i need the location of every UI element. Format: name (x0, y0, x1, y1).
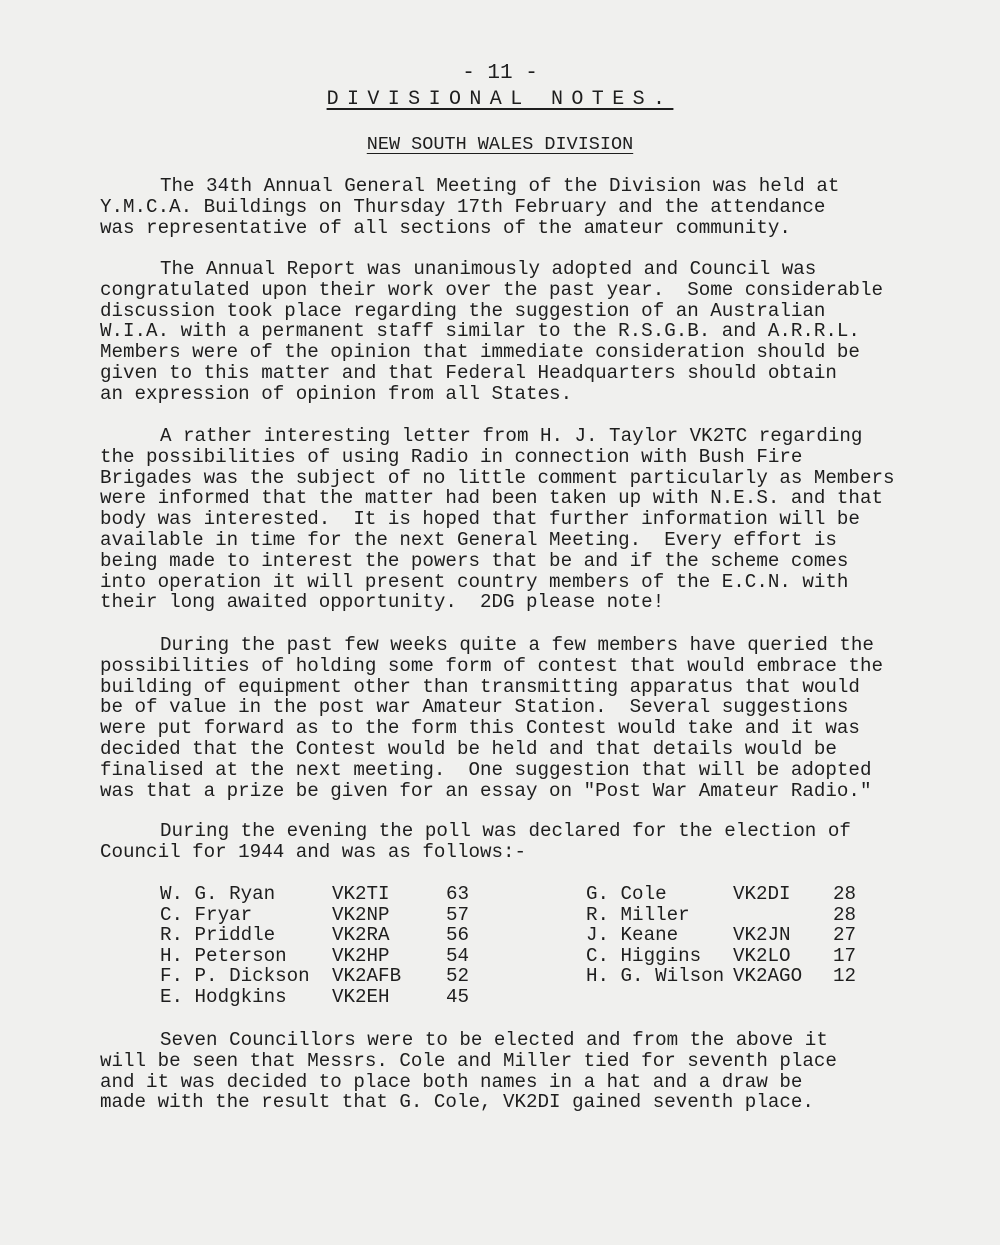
paragraph-line: The 34th Annual General Meeting of the Division was held at (160, 175, 840, 197)
paragraph-line: decided that the Contest would be held and that details would be (100, 737, 837, 760)
paragraph-line: possibilities of holding some form of contest that would embrace the (100, 654, 883, 677)
candidate-votes: 27 (833, 924, 857, 947)
paragraph-line: A rather interesting letter from H. J. Taylor VK2TC regarding (160, 425, 863, 447)
candidate-votes: 52 (446, 965, 470, 988)
candidate-name: R. Priddle (160, 924, 276, 947)
paragraph-line: an expression of opinion from all States. (100, 382, 573, 405)
paragraph-bush-fire-letter (100, 426, 960, 613)
candidate-call: VK2EH (332, 986, 390, 1008)
paragraph-line: Members were of the opinion that immediate consideration should be (100, 341, 860, 364)
paragraph-poll-intro (100, 821, 960, 863)
paragraph-line: During the evening the poll was declared for the election of (160, 820, 851, 842)
candidate-name: H. Peterson (160, 944, 287, 967)
paragraph-councillors-draw (100, 1030, 960, 1113)
paragraph-line: will be seen that Messrs. Cole and Miller tied for seventh place (100, 1049, 837, 1072)
candidate-name: R. Miller (586, 903, 690, 926)
candidate-call: VK2RA (332, 924, 390, 947)
candidate-call: VK2AFB (332, 965, 402, 988)
candidate-call: VK2TI (332, 883, 390, 905)
candidate-votes: 28 (833, 883, 857, 905)
candidate-name: W. G. Ryan (160, 883, 276, 905)
candidate-name: E. Hodgkins (160, 986, 287, 1008)
candidate-call: VK2DI (733, 883, 791, 905)
page-number: - 11 - (462, 62, 538, 85)
candidate-name: C. Fryar (160, 903, 253, 926)
paragraph-line: Council for 1944 and was as follows:- (100, 840, 527, 863)
paragraph-line: discussion took place regarding the suggestion of an Australian (100, 299, 826, 322)
paragraph-line: the possibilities of using Radio in connection with Bush Fire (100, 445, 803, 468)
election-results-table (0, 884, 1000, 1014)
section-title: DIVISIONAL NOTES. (326, 88, 674, 111)
candidate-votes: 56 (446, 924, 470, 947)
paragraph-line: congratulated upon their work over the past year. Some considerable (100, 278, 883, 301)
candidate-call: VK2JN (733, 924, 791, 947)
paragraph-line: Brigades was the subject of no little comment particularly as Members (100, 466, 895, 489)
candidate-name: J. Keane (586, 924, 679, 947)
candidate-call: VK2LO (733, 944, 791, 967)
paragraph-line: building of equipment other than transmitting apparatus that would (100, 675, 860, 698)
paragraph-line: Y.M.C.A. Buildings on Thursday 17th February and the attendance (100, 195, 826, 218)
candidate-name: F. P. Dickson (160, 965, 310, 988)
paragraph-line: finalised at the next meeting. One suggestion that will be adopted (100, 758, 872, 781)
candidate-votes: 28 (833, 903, 857, 926)
candidate-call: VK2HP (332, 944, 390, 967)
paragraph-line: W.I.A. with a permanent staff similar to the R.S.G.B. and A.R.R.L. (100, 320, 860, 343)
candidate-name: C. Higgins (586, 944, 702, 967)
candidate-name: H. G. Wilson (586, 965, 725, 988)
paragraph-line: their long awaited opportunity. 2DG please note! (100, 591, 665, 614)
paragraph-line: be of value in the post war Amateur Station. Several suggestions (100, 696, 849, 719)
paragraph-line: Seven Councillors were to be elected and from the above it (160, 1029, 828, 1051)
paragraph-line: and it was decided to place both names in a hat and a draw be (100, 1070, 803, 1093)
candidate-votes: 45 (446, 986, 470, 1008)
paragraph-line: body was interested. It is hoped that further information will be (100, 508, 860, 531)
candidate-votes: 17 (833, 944, 857, 967)
paragraph-annual-report (100, 259, 960, 405)
candidate-votes: 57 (446, 903, 470, 926)
paragraph-line: were informed that the matter had been taken up with N.E.S. and that (100, 487, 883, 510)
paragraph-line: The Annual Report was unanimously adopted and Council was (160, 258, 817, 280)
paragraph-line: given to this matter and that Federal Headquarters should obtain (100, 361, 837, 384)
division-title: NEW SOUTH WALES DIVISION (366, 134, 634, 155)
candidate-name: G. Cole (586, 883, 667, 905)
paragraph-line: During the past few weeks quite a few members have queried the (160, 634, 874, 656)
paragraph-line: being made to interest the powers that be and if the scheme comes (100, 549, 849, 572)
paragraph-line: into operation it will present country members of the E.C.N. with (100, 570, 849, 593)
candidate-call: VK2AGO (733, 965, 803, 988)
paragraph-line: available in time for the next General Meeting. Every effort is (100, 528, 837, 551)
candidate-votes: 12 (833, 965, 857, 988)
candidate-votes: 63 (446, 883, 470, 905)
paragraph-line: were put forward as to the form this Contest would take and it was (100, 717, 860, 740)
candidate-call: VK2NP (332, 903, 390, 926)
paragraph-contest (100, 635, 960, 801)
candidate-votes: 54 (446, 944, 470, 967)
paragraph-line: made with the result that G. Cole, VK2DI gained seventh place. (100, 1091, 814, 1114)
paragraph-line: was representative of all sections of the amateur community. (100, 216, 791, 239)
paragraph-annual-meeting (100, 176, 960, 238)
paragraph-line: was that a prize be given for an essay on "Post War Amateur Radio." (100, 779, 872, 802)
